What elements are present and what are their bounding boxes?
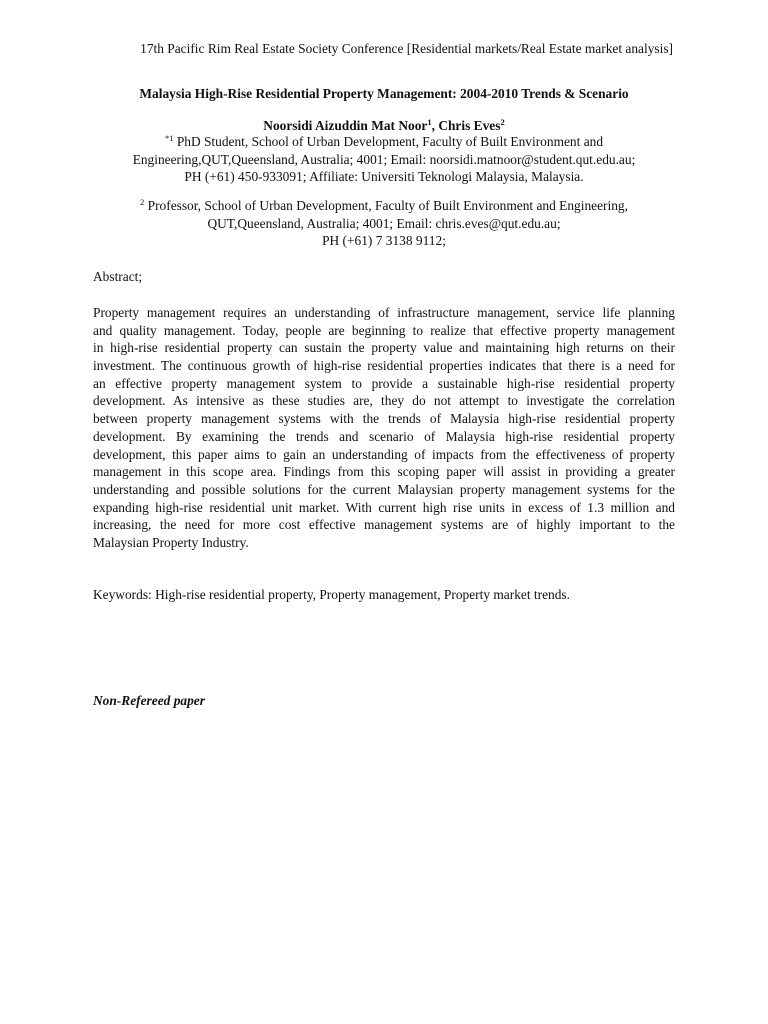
affiliation-line: Engineering,QUT,Queensland, Australia; 4001; Email: noorsidi.matnoor@student.qut.edu.au; xyxy=(132,151,636,167)
affiliation-text: Professor, School of Urban Development, Faculty of Built Environment and Engineering, xyxy=(144,198,628,213)
abstract-body xyxy=(93,304,675,552)
abstract-line: Malaysian Property Industry. xyxy=(93,534,249,550)
keywords: Keywords: High-rise residential property, Property management, Property market trends. xyxy=(93,587,570,602)
affiliation-1 xyxy=(0,133,768,186)
author-superscript: 1 xyxy=(427,117,432,127)
affiliation-2 xyxy=(0,197,768,250)
abstract-heading: Abstract; xyxy=(93,269,143,284)
author-name: Chris Eves xyxy=(438,118,501,133)
affiliation-superscript: *1 xyxy=(164,133,174,143)
affiliation-line: PH (+61) 7 3138 9112; xyxy=(322,233,446,248)
author-separator: , xyxy=(431,118,439,133)
paper-status-label: Non-Refereed paper xyxy=(93,693,205,708)
abstract-line: Property management requires an understanding of infrastructure management, service life planning xyxy=(93,305,675,320)
abstract-line: development. By examining the trends and scenario of Malaysia high-rise residential property xyxy=(93,428,675,444)
affiliation-line xyxy=(0,133,768,151)
abstract-line: investment. The continuous growth of high-rise residential properties indicates that there is a need for xyxy=(93,358,675,374)
abstract-line: development. As intensive as these studies are, they do not attempt to investigate the correlation xyxy=(93,393,675,409)
affiliation-line xyxy=(0,197,768,215)
abstract-line: between property management systems with the trends of Malaysia high-rise residential property xyxy=(93,411,675,427)
author-superscript: 2 xyxy=(500,117,505,127)
abstract-line: management in this scope area. Findings from this scoping paper will assist in providing a greater xyxy=(93,464,675,480)
abstract-line: and quality management. Today, people are beginning to realize that effective property management xyxy=(93,322,675,338)
abstract-line: an effective property management system to provide a sustainable high-rise residential property xyxy=(93,375,675,391)
affiliation-line: PH (+61) 450-933091; Affiliate: Universiti Teknologi Malaysia, Malaysia. xyxy=(184,169,584,184)
abstract-line: understanding and possible solutions for the current Malaysian property management systems for the xyxy=(93,481,675,497)
abstract-line: increasing, the need for more cost effective management systems are of highly important to the xyxy=(93,517,675,533)
conference-header: 17th Pacific Rim Real Estate Society Conference [Residential markets/Real Estate market analysis] xyxy=(140,41,673,56)
abstract-line: in high-rise residential property can sustain the property value and maintaining high returns on their xyxy=(93,340,675,356)
abstract-line: development, this paper aims to gain an understanding of impacts from the effectiveness of property xyxy=(93,446,675,462)
affiliation-superscript: 2 xyxy=(140,197,145,207)
author-name: Noorsidi Aizuddin Mat Noor xyxy=(263,118,428,133)
abstract-line: expanding high-rise residential unit market. With current high rise units in excess of 1.3 million and xyxy=(93,499,675,515)
affiliation-text: PhD Student, School of Urban Development, Faculty of Built Environment and xyxy=(173,134,604,149)
paper-title: Malaysia High-Rise Residential Property Management: 2004-2010 Trends & Scenario xyxy=(139,86,629,101)
affiliation-line: QUT,Queensland, Australia; 4001; Email: chris.eves@qut.edu.au; xyxy=(207,215,561,231)
